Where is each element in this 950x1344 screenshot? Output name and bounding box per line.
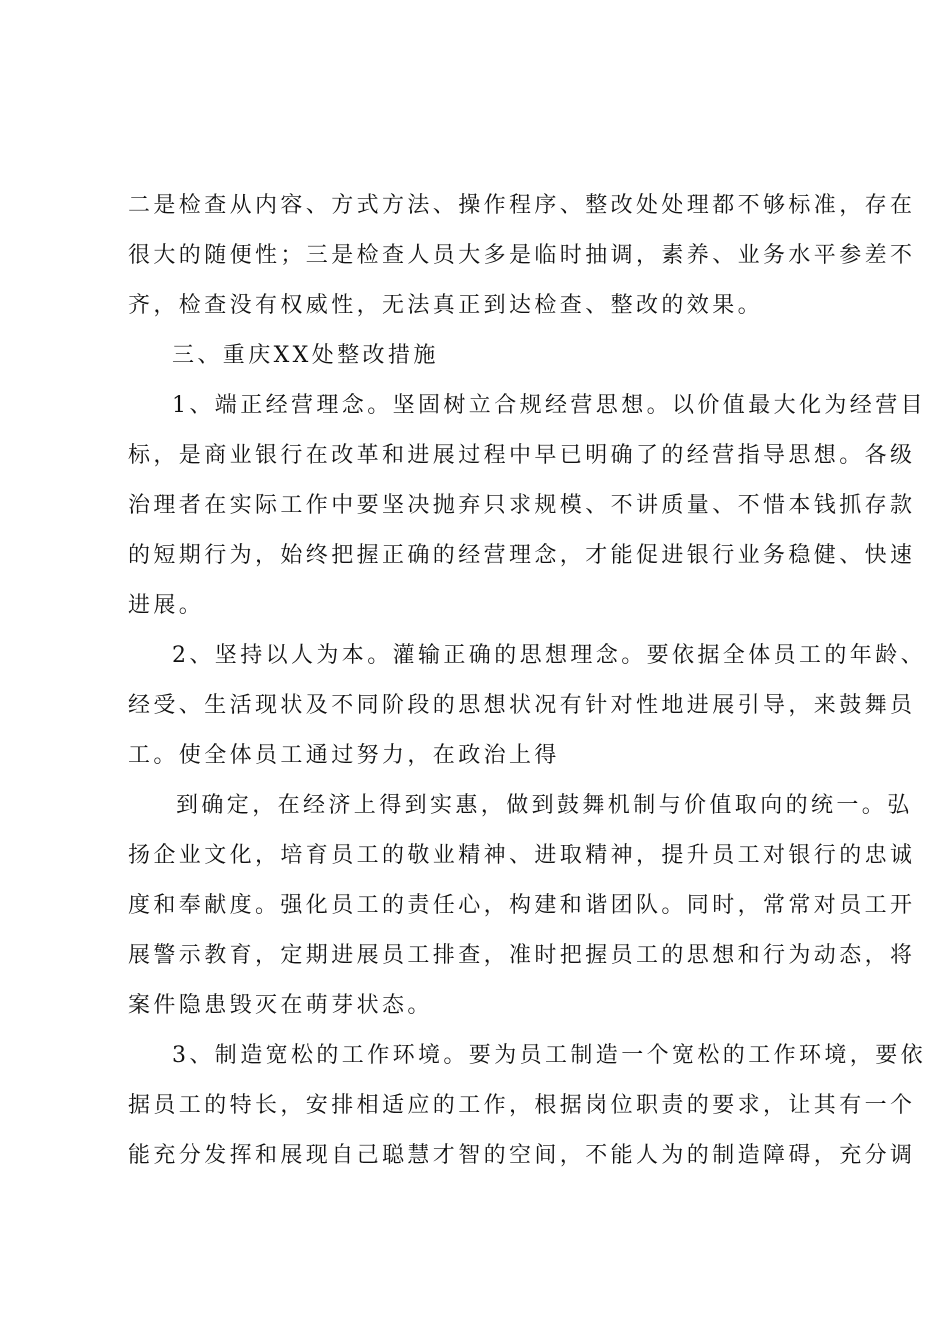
text-line: 展警示教育，定期进展员工排查，准时把握员工的思想和行为动态，将: [128, 943, 916, 968]
text-line: 度和奉献度。强化员工的责任心，构建和谐团队。同时，常常对员工开: [128, 893, 916, 918]
text-line: 3、制造宽松的工作环境。要为员工制造一个宽松的工作环境，要依: [172, 1043, 926, 1068]
text-line: 2、坚持以人为本。灌输正确的思想理念。要依据全体员工的年龄、: [172, 643, 926, 668]
text-line: 很大的随便性；三是检查人员大多是临时抽调，素养、业务水平参差不: [128, 243, 916, 268]
text-line: 1、端正经营理念。坚固树立合规经营思想。以价值最大化为经营目: [172, 393, 926, 418]
text-line: 能充分发挥和展现自己聪慧才智的空间，不能人为的制造障碍，充分调: [128, 1143, 916, 1168]
text-line: 的短期行为，始终把握正确的经营理念，才能促进银行业务稳健、快速: [128, 543, 916, 568]
text-line: 齐，检查没有权威性，无法真正到达检查、整改的效果。: [128, 293, 764, 318]
text-line: 治理者在实际工作中要坚决抛弃只求规模、不讲质量、不惜本钱抓存款: [128, 493, 916, 518]
text-line: 二是检查从内容、方式方法、操作程序、整改处处理都不够标准，存在: [128, 193, 916, 218]
text-line: 标，是商业银行在改革和进展过程中早已明确了的经营指导思想。各级: [128, 443, 916, 468]
text-line: 扬企业文化，培育员工的敬业精神、进取精神，提升员工对银行的忠诚: [128, 843, 916, 868]
section-heading: 三、重庆XX处整改措施: [172, 343, 439, 368]
text-line: 工。使全体员工通过努力，在政治上得: [128, 743, 560, 768]
text-line: 经受、生活现状及不同阶段的思想状况有针对性地进展引导，来鼓舞员: [128, 693, 916, 718]
text-line: 据员工的特长，安排相适应的工作，根据岗位职责的要求，让其有一个: [128, 1093, 916, 1118]
text-line: 进展。: [128, 593, 205, 618]
text-line: 到确定，在经济上得到实惠，做到鼓舞机制与价值取向的统一。弘: [176, 793, 913, 818]
text-line: 案件隐患毁灭在萌芽状态。: [128, 993, 433, 1018]
